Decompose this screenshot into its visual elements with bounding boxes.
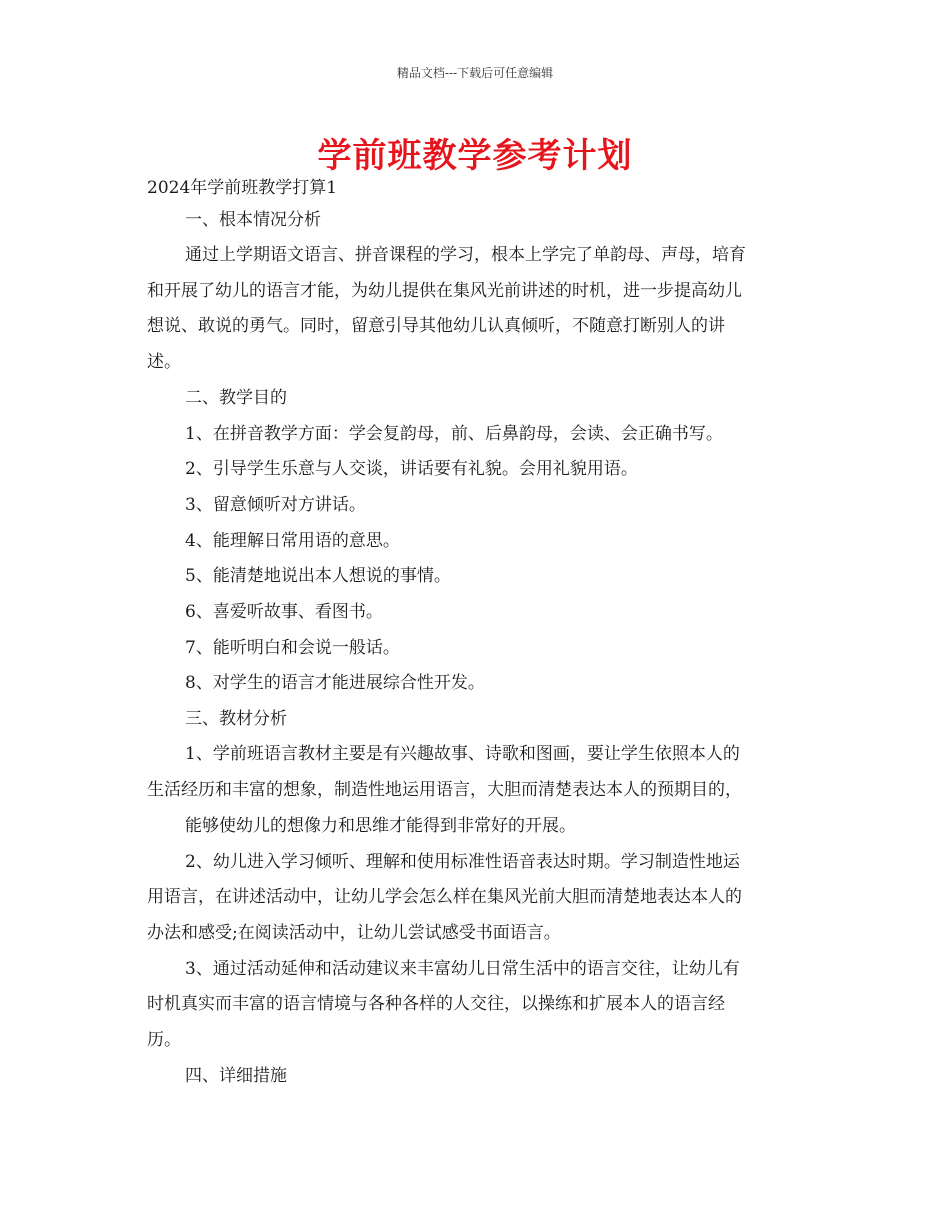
paragraph-line: 通过上学期语文语言、拼音课程的学习，根本上学完了单韵母、声母，培育 — [185, 245, 746, 265]
paragraph-line: 和开展了幼儿的语言才能，为幼儿提供在集风光前讲述的时机，进一步提高幼儿 — [147, 281, 742, 301]
paragraph-line: 能够使幼儿的想像力和思维才能得到非常好的开展。 — [185, 816, 576, 836]
paragraph-line: 时机真实而丰富的语言情境与各种各样的人交往，以操练和扩展本人的语言经 — [147, 994, 725, 1014]
paragraph-line: 1、学前班语言教材主要是有兴趣故事、诗歌和图画，要让学生依照本人的 — [185, 744, 740, 764]
paragraph-line: 历。 — [147, 1030, 181, 1050]
paragraph-line: 办法和感受;在阅读活动中，让幼儿尝试感受书面语言。 — [147, 923, 561, 943]
list-item: 6、喜爱听故事、看图书。 — [185, 602, 383, 622]
list-item: 1、在拼音教学方面：学会复韵母，前、后鼻韵母，会读、会正确书写。 — [185, 424, 723, 444]
list-item: 2、引导学生乐意与人交谈，讲话要有礼貌。会用礼貌用语。 — [185, 459, 638, 479]
paragraph-line: 想说、敢说的勇气。同时，留意引导其他幼儿认真倾听，不随意打断别人的讲 — [147, 316, 725, 336]
list-item: 5、能清楚地说出本人想说的事情。 — [185, 566, 451, 586]
list-item: 3、留意倾听对方讲话。 — [185, 495, 366, 515]
subtitle-line: 2024年学前班教学打算1 — [147, 178, 338, 198]
list-item: 4、能理解日常用语的意思。 — [185, 531, 400, 551]
header-note: 精品文档---下载后可任意编辑 — [396, 66, 554, 80]
section-heading: 四、详细措施 — [185, 1066, 287, 1086]
paragraph-line: 述。 — [147, 352, 181, 372]
section-heading: 二、教学目的 — [185, 388, 287, 408]
list-item: 7、能听明白和会说一般话。 — [185, 638, 400, 658]
document-title: 学前班教学参考计划 — [317, 136, 633, 176]
section-heading: 一、根本情况分析 — [185, 210, 321, 230]
paragraph-line: 3、通过活动延伸和活动建议来丰富幼儿日常生活中的语言交往，让幼儿有 — [185, 959, 740, 979]
paragraph-line: 用语言，在讲述活动中，让幼儿学会怎么样在集风光前大胆而清楚地表达本人的 — [147, 887, 742, 907]
list-item: 8、对学生的语言才能进展综合性开发。 — [185, 673, 485, 693]
paragraph-line: 生活经历和丰富的想象，制造性地运用语言，大胆而清楚表达本人的预期目的， — [147, 780, 742, 800]
paragraph-line: 2、幼儿进入学习倾听、理解和使用标准性语音表达时期。学习制造性地运 — [185, 852, 740, 872]
section-heading: 三、教材分析 — [185, 709, 287, 729]
